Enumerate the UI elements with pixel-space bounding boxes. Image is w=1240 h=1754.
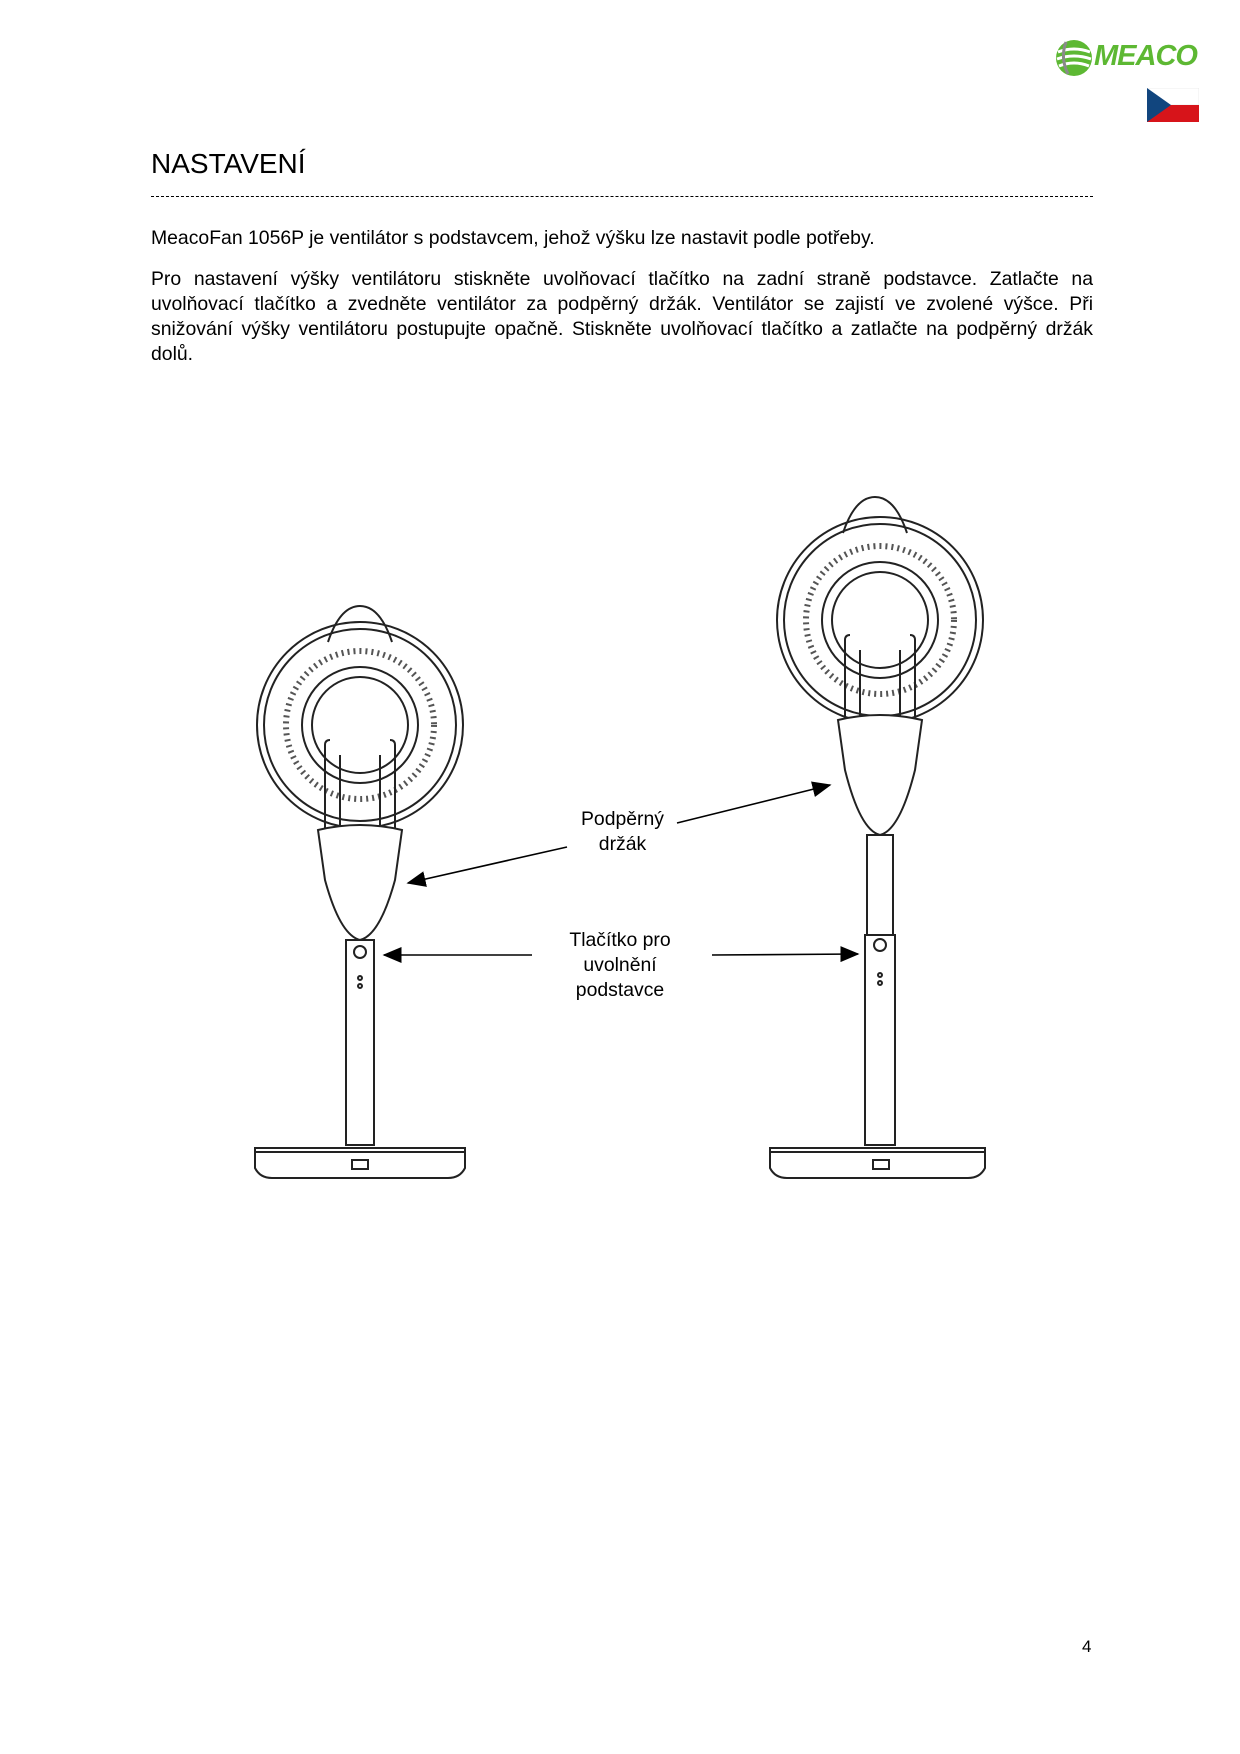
arrow-support-right	[677, 785, 830, 823]
label-release-line-3: podstavce	[575, 979, 665, 1001]
page-title: NASTAVENÍ	[151, 148, 306, 179]
logo-text: MEACO	[1094, 40, 1197, 72]
label-support-line-1: Podpěrný	[580, 808, 664, 830]
arrow-support-left	[408, 847, 567, 883]
fan-high-position	[770, 497, 985, 1178]
intro-paragraph: MeacoFan 1056P je ventilátor s podstavcem, jehož výšku lze nastavit podle potřeby.	[151, 227, 875, 249]
instructions-paragraph: Pro nastavení výšky ventilátoru stiskněte uvolňovací tlačítko na zadní straně podstavce. Zatlačte na uvolňovací tlačítko a zvedněte ventilátor za podpěrný držák. Ventilátor se zajistí ve zvolené výšce. Při snižování výšky ventilátoru postupujte opačně. Stiskněte uvolňovací tlačítko a zatlačte na podpěrný držák dolů.	[151, 268, 1093, 365]
fan-low-position	[255, 606, 465, 1178]
arrow-release-right	[712, 954, 858, 955]
label-support-line-2: držák	[598, 833, 647, 855]
label-release-line-2: uvolnění	[583, 954, 657, 976]
label-release-line-1: Tlačítko pro	[569, 929, 671, 951]
label-support-bracket	[560, 807, 685, 857]
label-release-button	[545, 928, 695, 1003]
page-number: 4	[1082, 1637, 1092, 1656]
